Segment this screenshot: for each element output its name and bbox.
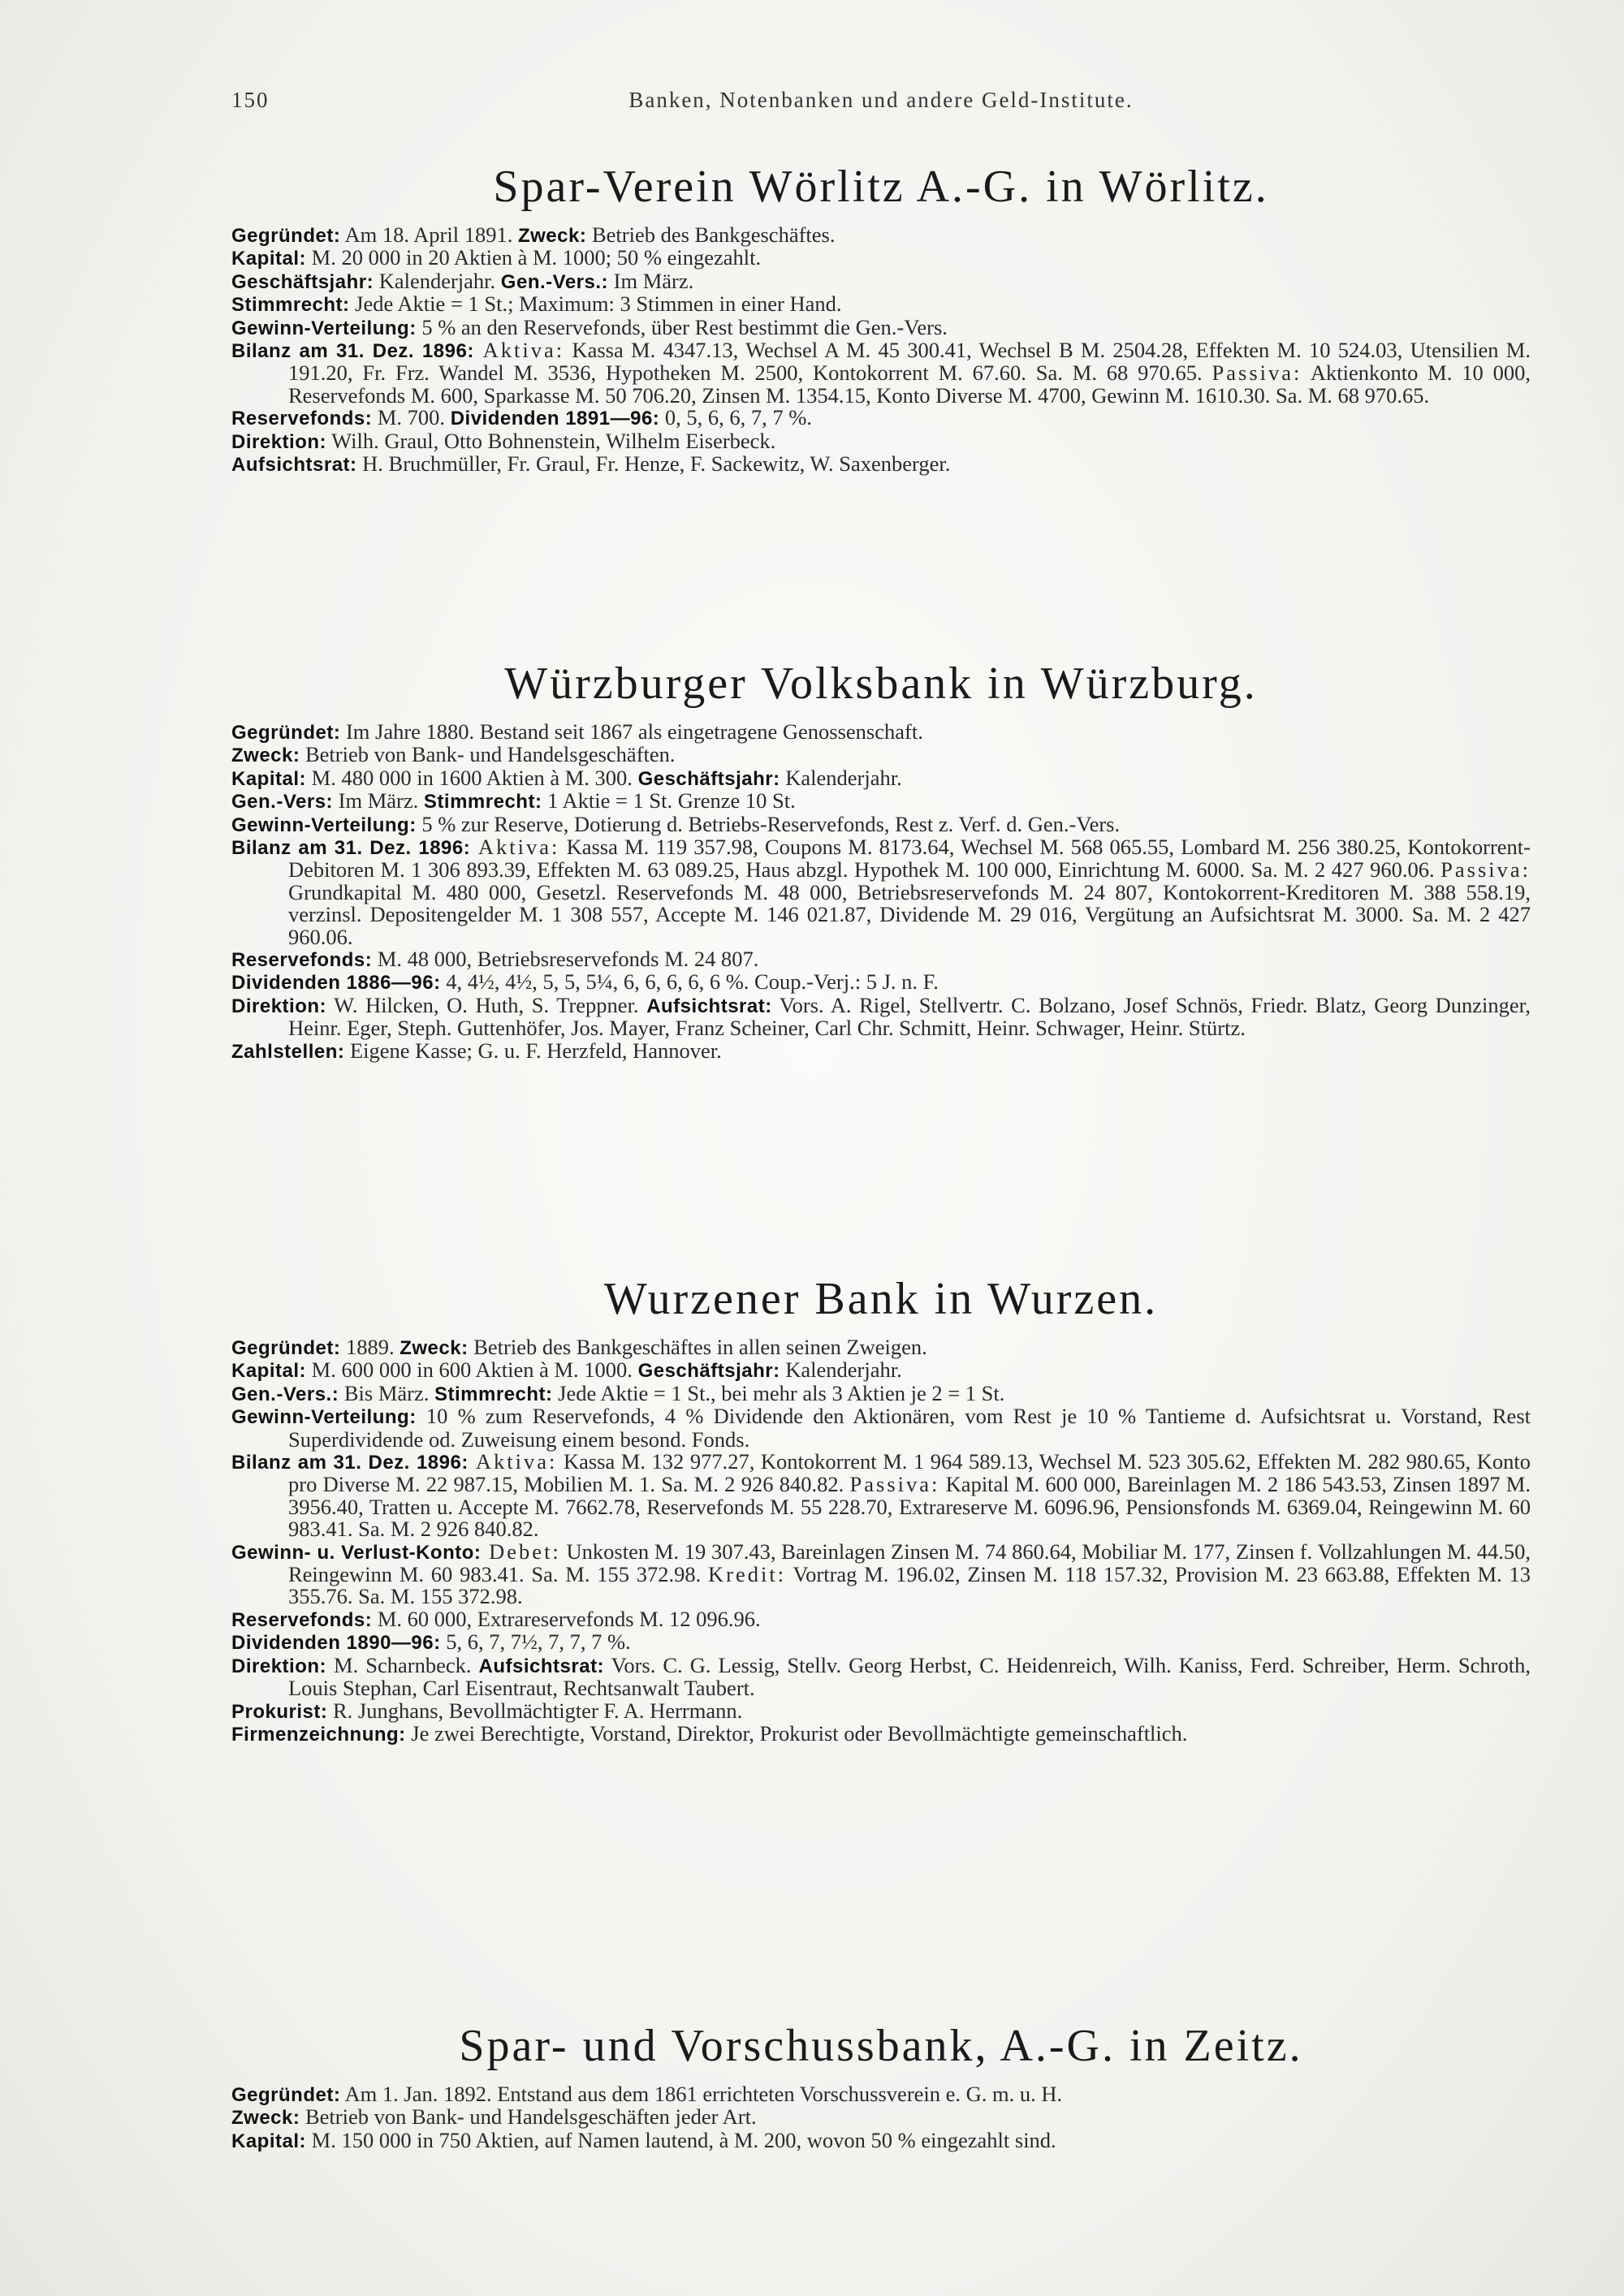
entry-text: 1889. — [340, 1335, 400, 1359]
entry-text: 1 Aktie = 1 St. Grenze 10 St. — [542, 788, 796, 814]
section-title: Wurzener Bank in Wurzen. — [603, 1274, 1159, 1324]
page-number: 150 — [231, 88, 270, 112]
entry-text: Vors. A. Rigel, Stellvertr. C. Bolzano, Josef Schnös, Friedr. Blatz, Georg Dunzinger, Heinr. Eger, Steph. Guttenhöfer, Jos. Mayer, Franz Scheiner, Carl Chr. Schmitt, Heinr. Schwager, Heinr. Stürtz. — [288, 992, 1531, 1041]
entry-label: Gegründet: — [231, 225, 341, 247]
entry-list — [231, 224, 1531, 476]
entry-text: W. Hilcken, O. Huth, S. Treppner. — [326, 992, 647, 1017]
entry-paragraph — [231, 1652, 1531, 1701]
entry-paragraph — [231, 811, 1531, 836]
entry-text: 5, 6, 7, 7½, 7, 7, 7 %. — [440, 1629, 631, 1655]
entry-text: M. Scharnbeck. — [326, 1652, 479, 1677]
entry-label: Gewinn-Verteilung: — [231, 317, 417, 339]
entry-label: Direktion: — [231, 430, 327, 453]
entry-paragraph — [231, 270, 1531, 293]
entry-label: Gen.-Vers: — [231, 791, 334, 814]
section-woerlitz — [231, 161, 1531, 476]
entry-label: Gewinn- u. Verlust-Konto: — [231, 1541, 482, 1564]
entry-label: Gen.-Vers.: — [231, 1383, 339, 1405]
entry-label: Prokurist: — [231, 1700, 328, 1723]
entry-text: M. 60 000, Extrareservefonds M. 12 096.96. — [372, 1606, 761, 1631]
entry-label: Reservefonds: — [231, 1608, 373, 1631]
entry-text: Betrieb von Bank- und Handelsgeschäften. — [300, 742, 676, 767]
entry-text: Aktienkonto M. 10 000, Reservefonds M. 600, Sparkasse M. 50 706.20, Zinsen M. 1354.15, Konto Diverse M. 4700, Gewinn M. 1610.30. Sa. M. 68 970.65. — [288, 360, 1531, 408]
entry-label: Gen.-Vers.: — [500, 270, 609, 293]
entry-sublabel: Aktiva: — [473, 338, 565, 363]
entry-label: Stimmrecht: — [434, 1383, 553, 1405]
entry-text: 10 % zum Reservefonds, 4 % Dividende den Aktionären, vom Rest je 10 % Tantieme d. Aufsichtsrat u. Vorstand, Rest Superdividende od. Zuweisung einem besond. Fonds. — [288, 1404, 1531, 1452]
entry-text: M. 480 000 in 1600 Aktien à M. 300. — [306, 765, 638, 790]
entry-text: R. Junghans, Bevollmächtigter F. A. Herrmann. — [327, 1698, 743, 1723]
entry-paragraph — [231, 224, 1531, 247]
entry-label: Direktion: — [231, 995, 327, 1017]
entry-text: Kalenderjahr. — [780, 1357, 902, 1383]
entry-label: Kapital: — [231, 767, 307, 790]
entry-label: Stimmrecht: — [423, 791, 542, 814]
entry-list — [231, 1336, 1531, 1746]
entry-paragraph — [231, 314, 1531, 339]
entry-paragraph — [231, 407, 1531, 429]
entry-label: Firmenzeichnung: — [231, 1723, 406, 1746]
entry-text: 4, 4½, 4½, 5, 5, 5¼, 6, 6, 6, 6, 6 %. Coup.-Verj.: 5 J. n. F. — [440, 969, 939, 995]
entry-sublabel: Aktiva: — [470, 835, 560, 860]
entry-text: 0, 5, 6, 6, 7, 7 %. — [659, 405, 812, 430]
entry-label: Gewinn-Verteilung: — [231, 1406, 417, 1429]
entry-text: Kalenderjahr. — [374, 268, 501, 293]
entry-label: Dividenden 1886—96: — [231, 972, 441, 995]
entry-text: Jede Aktie = 1 St., bei mehr als 3 Aktien je 2 = 1 St. — [552, 1380, 1005, 1405]
entry-paragraph — [231, 948, 1531, 971]
entry-sublabel: Aktiva: — [468, 1449, 558, 1474]
entry-label: Reservefonds: — [231, 949, 373, 972]
entry-label: Zweck: — [231, 744, 300, 767]
entry-text: Betrieb des Bankgeschäftes. — [586, 222, 836, 247]
entry-text: Kapital M. 600 000, Bareinlagen M. 2 186 543.53, Zinsen 1897 M. 3956.40, Tratten u. Accepte M. 7662.78, Reservefonds M. 55 228.70, Extrareserve M. 6096.96, Pensionsfonds M. 6369.04, Reingewinn M. 60 983.41. Sa. M. 2 926 840.82. — [288, 1472, 1531, 1542]
entry-text: H. Bruchmüller, Fr. Graul, Fr. Henze, F. Sackewitz, W. Saxenberger. — [356, 451, 951, 477]
entry-label: Bilanz am 31. Dez. 1896: — [231, 837, 471, 860]
entry-paragraph — [231, 1700, 1531, 1723]
entry-paragraph — [231, 1608, 1531, 1631]
entry-label: Gewinn-Verteilung: — [231, 814, 417, 836]
section-wurzen — [231, 1273, 1531, 1746]
entry-list — [231, 2083, 1531, 2152]
entry-text: M. 48 000, Betriebsreservefonds M. 24 807. — [372, 947, 759, 972]
entry-text: M. 150 000 in 750 Aktien, auf Namen lautend, à M. 200, wovon 50 % eingezahlt sind. — [306, 2127, 1056, 2152]
running-head — [231, 88, 1531, 120]
entry-text: Kassa M. 119 357.98, Coupons M. 8173.64, Wechsel M. 568 065.55, Lombard M. 256 380.25, Kontokorrent-Debitoren M. 1 306 893.39, Effekten M. 63 089.25, Haus abzgl. Hypothek M. 100 000, Einrichtung M. 6000. Sa. M. 2 427 960.06. — [288, 835, 1531, 883]
entry-paragraph — [231, 1405, 1531, 1451]
entry-paragraph — [231, 2106, 1531, 2129]
section-wuerzburg — [231, 658, 1531, 1063]
entry-paragraph — [231, 1720, 1531, 1746]
section-zeitz — [231, 2020, 1531, 2152]
entry-paragraph — [231, 2083, 1531, 2106]
entry-label: Aufsichtsrat: — [646, 995, 772, 1017]
entry-text: Vortrag M. 196.02, Zinsen M. 118 157.32, Provision M. 23 663.88, Effekten M. 13 355.76. Sa. M. 155 372.98. — [288, 1562, 1531, 1609]
entry-text: M. 700. — [372, 405, 451, 430]
entry-paragraph — [231, 1359, 1531, 1382]
entry-text: Am 1. Jan. 1892. Entstand aus dem 1861 errichteten Vorschussverein e. G. m. u. H. — [340, 2082, 1063, 2106]
entry-paragraph — [231, 1380, 1531, 1405]
entry-text: Grundkapital M. 480 000, Gesetzl. Reservefonds M. 48 000, Betriebsreservefonds M. 24 807, Kontokorrent-Kreditoren M. 388 558.19, verzinsl. Depositengelder M. 1 308 557, Accepte M. 146 021.87, Dividende M. 29 016, Vergütung an Aufsichtsrat M. 3000. Sa. M. 2 427 960.06. — [288, 879, 1531, 949]
entry-list — [231, 721, 1531, 1063]
entry-label: Stimmrecht: — [231, 294, 350, 317]
entry-label: Geschäftsjahr: — [637, 767, 780, 790]
entry-text: Kassa M. 4347.13, Wechsel A M. 45 300.41, Wechsel B M. 2504.28, Effekten M. 10 524.03, Utensilien M. 191.20, Fr. Frz. Wandel M. 3536, Hypotheken M. 2500, Kontokorrent M. 67.60. Sa. M. 68 970.65. — [288, 338, 1531, 386]
entry-label: Gegründet: — [231, 1337, 341, 1359]
entry-paragraph — [231, 721, 1531, 744]
entry-label: Kapital: — [231, 248, 307, 270]
entry-paragraph — [231, 1541, 1531, 1608]
entry-paragraph — [231, 1631, 1531, 1654]
entry-text: Betrieb von Bank- und Handelsgeschäften jeder Art. — [300, 2104, 757, 2130]
entry-paragraph — [231, 430, 1531, 453]
running-head-title: Banken, Notenbanken und andere Geld-Institute. — [628, 88, 1134, 112]
section-title: Spar- und Vorschussbank, A.-G. in Zeitz. — [459, 2021, 1303, 2071]
entry-paragraph — [231, 1040, 1531, 1063]
entry-sublabel: Debet: — [481, 1539, 561, 1564]
entry-paragraph — [231, 339, 1531, 407]
entry-label: Dividenden 1890—96: — [231, 1632, 441, 1655]
entry-label: Bilanz am 31. Dez. 1896: — [231, 340, 474, 363]
entry-text: 5 % an den Reservefonds, über Rest bestimmt die Gen.-Vers. — [416, 314, 948, 339]
section-title: Spar-Verein Wörlitz A.-G. in Wörlitz. — [493, 162, 1269, 212]
entry-label: Bilanz am 31. Dez. 1896: — [231, 1452, 469, 1474]
entry-label: Geschäftsjahr: — [231, 270, 374, 293]
entry-text: Am 18. April 1891. — [340, 222, 518, 247]
entry-text: Im Jahre 1880. Bestand seit 1867 als eingetragene Genossenschaft. — [340, 719, 923, 744]
entry-text: Wilh. Graul, Otto Bohnenstein, Wilhelm Eiserbeck. — [326, 428, 776, 453]
entry-paragraph — [231, 971, 1531, 994]
entry-text: Kalenderjahr. — [780, 765, 902, 790]
entry-text: Im März. — [333, 788, 424, 814]
entry-text: Eigene Kasse; G. u. F. Herzfeld, Hannover. — [344, 1038, 722, 1063]
entry-label: Zweck: — [517, 225, 587, 247]
entry-label: Direktion: — [231, 1655, 327, 1677]
entry-text: M. 20 000 in 20 Aktien à M. 1000; 50 % eingezahlt. — [306, 245, 762, 270]
entry-text: Vors. C. G. Lessig, Stellv. Georg Herbst, C. Heidenreich, Wilh. Kaniss, Ferd. Schreiber, Herm. Schroth, Louis Stephan, Carl Eisentraut, Rechtsanwalt Taubert. — [288, 1652, 1531, 1701]
entry-label: Kapital: — [231, 2130, 307, 2152]
entry-sublabel: Kredit: — [708, 1562, 787, 1587]
entry-paragraph — [231, 767, 1531, 790]
entry-paragraph — [231, 1336, 1531, 1359]
entry-label: Gegründet: — [231, 2084, 341, 2106]
entry-paragraph — [231, 992, 1531, 1041]
entry-label: Aufsichtsrat: — [231, 454, 357, 477]
entry-paragraph — [231, 1451, 1531, 1541]
entry-sublabel: Passiva: — [849, 1472, 940, 1497]
entry-paragraph — [231, 2127, 1531, 2152]
entry-label: Aufsichtsrat: — [478, 1655, 605, 1677]
entry-label: Zweck: — [231, 2107, 300, 2130]
entry-text: Jede Aktie = 1 St.; Maximum: 3 Stimmen in einer Hand. — [349, 291, 842, 317]
entry-text: 5 % zur Reserve, Dotierung d. Betriebs-Reservefonds, Rest z. Verf. d. Gen.-Vers. — [416, 811, 1121, 836]
section-title: Würzburger Volksbank in Würzburg. — [504, 658, 1258, 709]
entry-text: Je zwei Berechtigte, Vorstand, Direktor, Prokurist oder Bevollmächtigte gemeinschaftlich. — [405, 1720, 1188, 1746]
entry-text: M. 600 000 in 600 Aktien à M. 1000. — [306, 1357, 638, 1383]
entry-text: Im März. — [608, 268, 694, 293]
entry-label: Geschäftsjahr: — [637, 1360, 780, 1383]
entry-paragraph — [231, 247, 1531, 270]
entry-paragraph — [231, 293, 1531, 316]
entry-label: Gegründet: — [231, 722, 341, 744]
entry-paragraph — [231, 453, 1531, 476]
entry-label: Zweck: — [400, 1337, 469, 1359]
entry-paragraph — [231, 836, 1531, 948]
entry-text: Betrieb des Bankgeschäftes in allen seinen Zweigen. — [468, 1335, 927, 1359]
entry-label: Dividenden 1891—96: — [450, 408, 660, 430]
entry-paragraph — [231, 744, 1531, 766]
entry-paragraph — [231, 790, 1531, 813]
entry-text: Kassa M. 132 977.27, Kontokorrent M. 1 964 589.13, Wechsel M. 523 305.62, Effekten M. 282 980.65, Konto pro Diverse M. 22 987.15, Mobilien M. 1. Sa. M. 2 926 840.82. — [288, 1449, 1531, 1497]
entry-label: Zahlstellen: — [231, 1040, 345, 1063]
entry-label: Reservefonds: — [231, 408, 373, 430]
entry-sublabel: Passiva: — [1212, 360, 1302, 386]
entry-text: Unkosten M. 19 307.43, Bareinlagen Zinsen M. 74 860.64, Mobiliar M. 177, Zinsen f. Vollzahlungen M. 44.50, Reingewinn M. 60 983.41. Sa. M. 155 372.98. — [288, 1539, 1531, 1587]
entry-text: Bis März. — [339, 1380, 434, 1405]
entry-label: Kapital: — [231, 1360, 307, 1383]
entry-sublabel: Passiva: — [1440, 857, 1531, 883]
